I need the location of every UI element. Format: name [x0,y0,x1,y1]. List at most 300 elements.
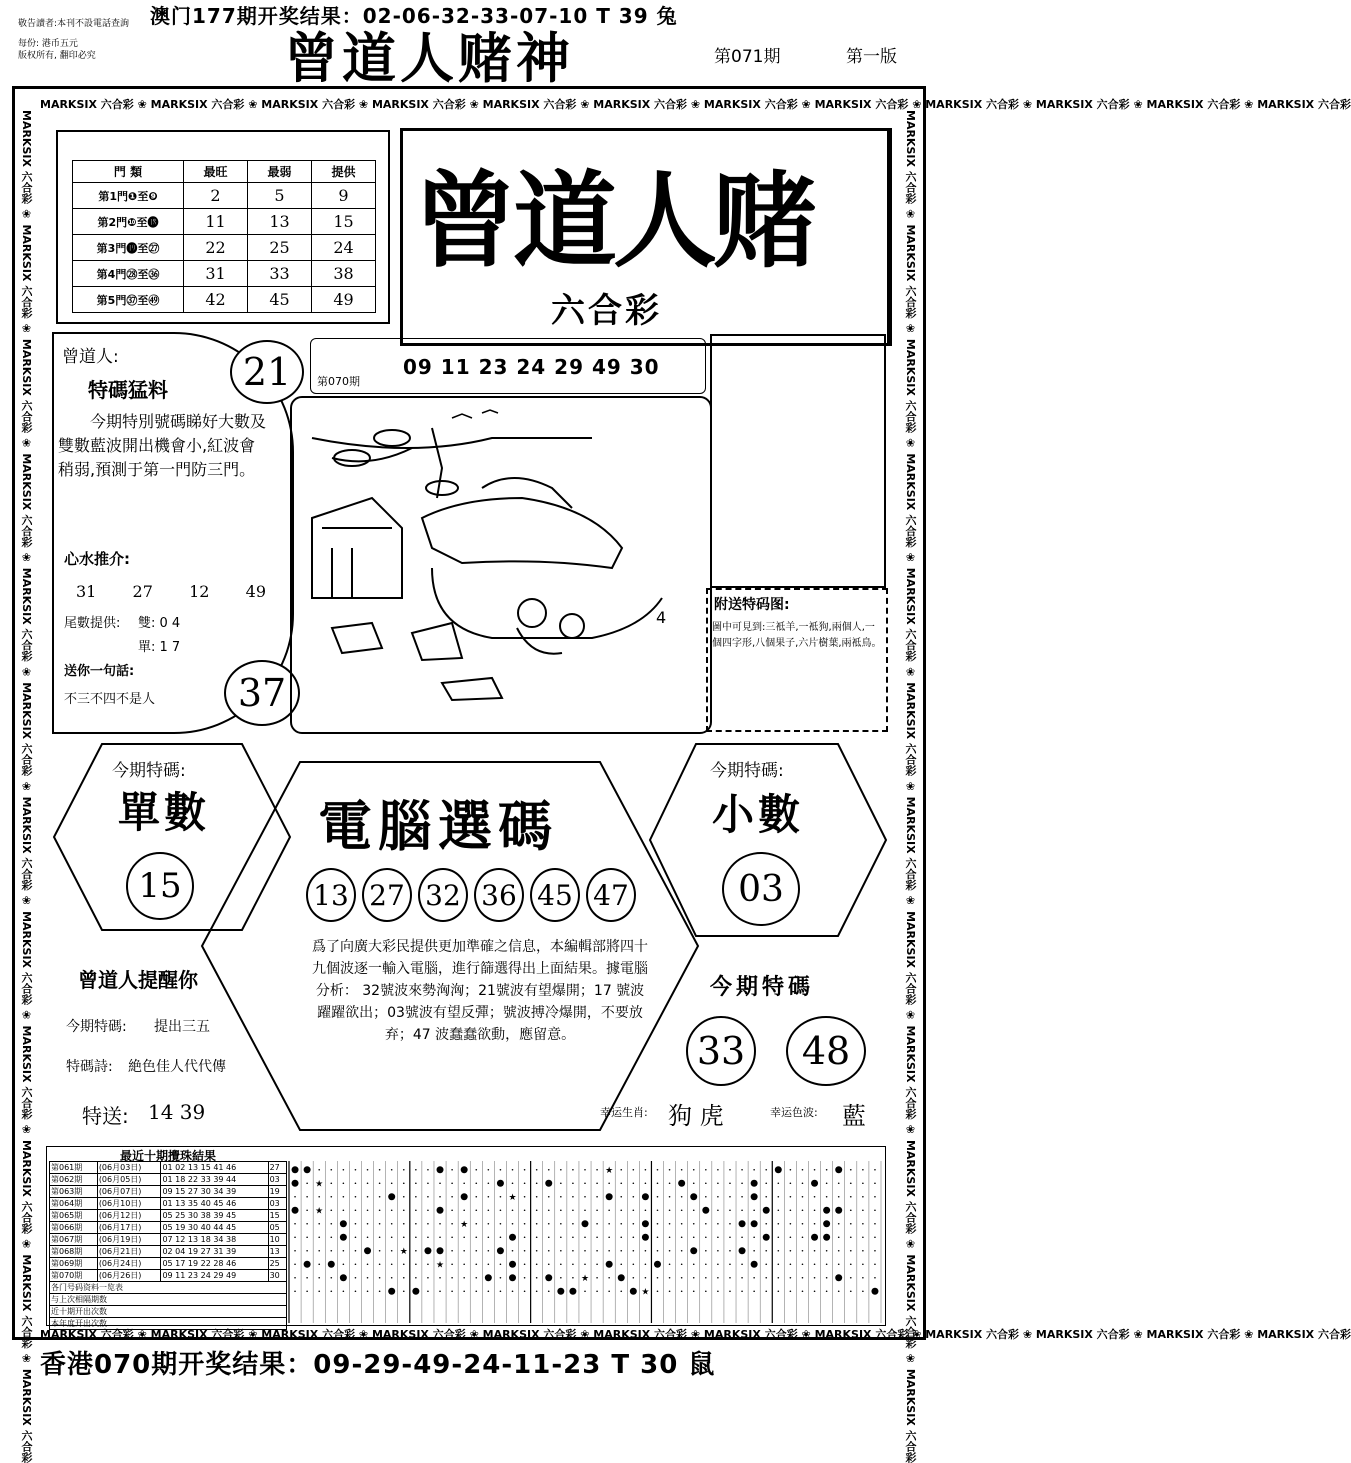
history-hit-mark [823,1207,830,1214]
remind-line2: 絶色佳人代代傳 [128,1059,226,1075]
history-empty-dot [548,1290,550,1292]
history-hit-mark [557,1288,564,1295]
history-empty-dot [814,1250,816,1252]
history-empty-dot [729,1263,731,1265]
history-empty-dot [850,1263,852,1265]
history-empty-dot [560,1209,562,1211]
history-empty-dot [681,1223,683,1225]
history-empty-dot [645,1263,647,1265]
history-empty-dot [802,1209,804,1211]
history-issue: 第062期 [50,1174,98,1186]
history-empty-dot [633,1250,635,1252]
door-min: 13 [248,209,312,235]
history-empty-dot [814,1196,816,1198]
history-hit-mark [569,1288,576,1295]
history-empty-dot [306,1209,308,1211]
history-empty-dot [343,1182,345,1184]
history-empty-dot [838,1250,840,1252]
history-empty-dot [705,1250,707,1252]
history-empty-dot [838,1182,840,1184]
history-empty-dot [669,1182,671,1184]
big-title: 曾道人赌 [413,159,814,282]
table-row [73,183,376,209]
history-empty-dot [729,1169,731,1171]
history-empty-dot [475,1250,477,1252]
history-numbers: 01 02 13 15 41 46 [161,1162,268,1174]
history-hit-mark [823,1220,830,1227]
history-empty-dot [826,1196,828,1198]
history-special-mark: ★ [580,1273,590,1284]
history-empty-dot [814,1169,816,1171]
history-hit-mark [509,1234,516,1241]
history-empty-dot [294,1250,296,1252]
history-empty-dot [415,1250,417,1252]
notice-box [18,18,178,78]
history-title: 最近十期攪珠結果 [119,1149,216,1163]
history-empty-dot [850,1236,852,1238]
history-empty-dot [524,1169,526,1171]
door-offer: 9 [312,183,376,209]
computer-num: 47 [586,868,636,922]
history-empty-dot [488,1236,490,1238]
history-empty-dot [633,1277,635,1279]
history-numbers: 01 13 35 40 45 46 [161,1198,268,1210]
hex-left-number: 15 [126,852,194,920]
history-special-mark: ★ [460,1219,469,1230]
door-max: 11 [184,209,248,235]
history-empty-dot [548,1209,550,1211]
author-label: 曾道人: [62,347,119,367]
history-empty-dot [790,1169,792,1171]
history-date: (06月26日) [97,1270,161,1282]
heart-title: 心水推介: [64,550,130,568]
history-empty-dot [729,1209,731,1211]
attach-title: 附送特码图: [714,597,790,613]
history-empty-dot [403,1290,405,1292]
door-label: 第3門⓳至㉗ [73,235,184,261]
history-empty-dot [488,1290,490,1292]
history-empty-dot [379,1209,381,1211]
history-special: 30 [268,1270,286,1282]
history-special-mark: ★ [435,1260,445,1271]
history-empty-dot [790,1196,792,1198]
history-empty-dot [657,1196,659,1198]
computer-text: 爲了向廣大彩民提供更加準確之信息，本編輯部將四十九個波逐一輸入電腦，進行篩選得出上面結果。據電腦分析： 32號波來勢洶洶；21號波有望爆開；17 號波躍躍欲出；03號波有望反彈；號波搏冷爆開，不要放弃；47 波蠢蠢欲動，應留意。 [312,939,648,1043]
history-empty-dot [367,1182,369,1184]
history-empty-dot [778,1290,780,1292]
history-empty-dot [802,1223,804,1225]
history-empty-dot [500,1277,502,1279]
history-empty-dot [753,1290,755,1292]
history-empty-dot [367,1209,369,1211]
history-hit-mark [751,1180,758,1187]
history-empty-dot [826,1277,828,1279]
history-empty-dot [838,1290,840,1292]
history-empty-dot [765,1290,767,1292]
history-empty-dot [814,1223,816,1225]
history-special-mark: ★ [508,1192,517,1203]
history-hit-mark [497,1180,504,1187]
history-empty-dot [391,1236,393,1238]
history-hit-mark [292,1180,299,1187]
history-empty-dot [657,1250,659,1252]
history-empty-dot [705,1182,707,1184]
history-empty-dot [717,1182,719,1184]
history-empty-dot [608,1223,610,1225]
history-empty-dot [572,1196,574,1198]
history-empty-dot [379,1223,381,1225]
history-empty-dot [330,1277,332,1279]
history-hit-mark [340,1274,347,1281]
history-empty-dot [681,1277,683,1279]
history-empty-dot [596,1182,598,1184]
history-date: (06月19日) [97,1234,161,1246]
history-hit-mark [690,1193,697,1200]
history-empty-dot [620,1223,622,1225]
history-empty-dot [330,1169,332,1171]
history-empty-dot [330,1236,332,1238]
history-empty-dot [355,1250,357,1252]
history-special: 19 [268,1186,286,1198]
history-empty-dot [488,1263,490,1265]
brand-strip-left [18,110,34,1463]
history-empty-dot [645,1250,647,1252]
history-empty-dot [729,1277,731,1279]
history-left [49,1147,287,1330]
history-empty-dot [463,1263,465,1265]
history-empty-dot [318,1290,320,1292]
history-empty-dot [330,1250,332,1252]
history-empty-dot [693,1209,695,1211]
history-empty-dot [536,1277,538,1279]
history-empty-dot [475,1182,477,1184]
history-empty-dot [548,1236,550,1238]
last-issue-label: 第070期 [317,375,360,388]
computer-title: 電腦選碼 [318,794,558,858]
history-empty-dot [403,1277,405,1279]
history-empty-dot [874,1182,876,1184]
history-empty-dot [463,1250,465,1252]
history-empty-dot [403,1182,405,1184]
history-empty-dot [403,1209,405,1211]
history-empty-dot [572,1169,574,1171]
door-max: 22 [184,235,248,261]
history-empty-dot [391,1169,393,1171]
door-min: 45 [248,287,312,313]
table-row [50,1222,287,1234]
history-empty-dot [463,1209,465,1211]
history-empty-dot [572,1277,574,1279]
computer-num: 32 [418,868,468,922]
history-empty-dot [850,1290,852,1292]
history-empty-dot [451,1182,453,1184]
issue-number: 第071期 [714,47,781,67]
computer-numbers [306,868,636,922]
history-hit-mark [304,1166,311,1173]
history-empty-dot [500,1236,502,1238]
computer-num: 13 [306,868,356,922]
history-empty-dot [645,1209,647,1211]
history-empty-dot [669,1290,671,1292]
history-empty-dot [355,1263,357,1265]
history-hit-mark [678,1180,685,1187]
door-header-type: 門 類 [73,161,184,183]
history-empty-dot [355,1182,357,1184]
history-hit-mark [739,1247,746,1254]
history-numbers: 01 18 22 33 39 44 [161,1174,268,1186]
history-empty-dot [524,1196,526,1198]
history-empty-dot [850,1169,852,1171]
history-empty-dot [669,1250,671,1252]
history-empty-dot [391,1263,393,1265]
history-empty-dot [608,1182,610,1184]
history-empty-dot [669,1277,671,1279]
notice-line-1: 敬告讀者:本刊不設電話查詢 [18,19,130,29]
tail-label: 尾數提供: [64,616,121,631]
history-empty-dot [790,1263,792,1265]
history-empty-dot [500,1263,502,1265]
history-empty-dot [560,1250,562,1252]
saying-label: 送你一句話: [64,664,135,679]
history-empty-dot [572,1236,574,1238]
history-empty-dot [306,1290,308,1292]
history-empty-dot [778,1182,780,1184]
history-empty-dot [596,1250,598,1252]
history-hit-mark [763,1207,770,1214]
history-empty-dot [741,1182,743,1184]
history-empty-dot [475,1169,477,1171]
history-hit-mark [871,1288,878,1295]
history-empty-dot [620,1263,622,1265]
history-empty-dot [717,1263,719,1265]
history-empty-dot [584,1209,586,1211]
history-hit-mark [424,1247,431,1254]
history-empty-dot [681,1196,683,1198]
history-empty-dot [306,1277,308,1279]
history-empty-dot [463,1277,465,1279]
history-hit-mark [775,1166,782,1173]
computer-num: 45 [530,868,580,922]
history-empty-dot [536,1223,538,1225]
history-empty-dot [681,1263,683,1265]
history-empty-dot [693,1263,695,1265]
history-empty-dot [415,1182,417,1184]
history-empty-dot [572,1182,574,1184]
history-empty-dot [778,1236,780,1238]
history-empty-dot [379,1263,381,1265]
history-empty-dot [415,1196,417,1198]
door-offer: 24 [312,235,376,261]
history-empty-dot [488,1209,490,1211]
history-empty-dot [717,1169,719,1171]
history-empty-dot [765,1169,767,1171]
history-empty-dot [705,1169,707,1171]
history-hit-mark [835,1166,842,1173]
history-empty-dot [862,1182,864,1184]
hex-right-word: 小數 [712,790,805,839]
door-label: 第1門❶至❾ [73,183,184,209]
history-empty-dot [717,1223,719,1225]
history-empty-dot [596,1290,598,1292]
history-special-mark: ★ [315,1179,324,1190]
history-special: 03 [268,1198,286,1210]
history-numbers: 05 17 19 22 28 46 [161,1258,268,1270]
last-issue-box [310,338,706,394]
history-empty-dot [669,1169,671,1171]
history-empty-dot [512,1223,514,1225]
brand-strip-text: MARKSIX 六合彩 ❀ MARKSIX 六合彩 ❀ MARKSIX 六合彩 ❀ MARKSIX 六合彩 ❀ MARKSIX 六合彩 ❀ MARKSIX 六合彩 ❀ MARKSIX 六合彩 ❀ MARKSIX 六合彩 ❀ MARKSIX 六合彩 ❀ MARKSIX 六合彩 ❀ MARKSIX 六合彩 ❀ MARKSIX 六合彩 [40,1328,1351,1341]
history-hit-mark [545,1180,552,1187]
door-label: 第2門❿至⓲ [73,209,184,235]
history-numbers: 09 11 23 24 29 49 [161,1270,268,1282]
history-numbers: 05 25 30 38 39 45 [161,1210,268,1222]
history-hit-mark [654,1261,661,1268]
color-label: 幸运色波: [770,1106,818,1119]
door-header-min: 最弱 [248,161,312,183]
history-empty-dot [862,1169,864,1171]
history-empty-dot [765,1250,767,1252]
circle-number-bottom: 37 [224,660,300,726]
history-hit-mark [485,1274,492,1281]
history-empty-dot [765,1263,767,1265]
history-empty-dot [488,1169,490,1171]
history-empty-dot [318,1263,320,1265]
history-empty-dot [596,1236,598,1238]
history-issue: 第069期 [50,1258,98,1270]
history-empty-dot [403,1263,405,1265]
history-empty-dot [741,1263,743,1265]
brand-strip-text: MARKSIX 六合彩 ❀ MARKSIX 六合彩 ❀ MARKSIX 六合彩 ❀ MARKSIX 六合彩 ❀ MARKSIX 六合彩 ❀ MARKSIX 六合彩 ❀ MARKSIX 六合彩 ❀ MARKSIX 六合彩 ❀ MARKSIX 六合彩 ❀ MARKSIX 六合彩 ❀ MARKSIX 六合彩 ❀ MARKSIX 六合彩 [904,110,917,1463]
history-empty-dot [463,1182,465,1184]
history-empty-dot [669,1263,671,1265]
bottom-banner: 香港070期开奖结果：09-29-49-24-11-23 T 30 鼠 [40,1350,716,1380]
history-hit-mark [739,1220,746,1227]
history-empty-dot [608,1236,610,1238]
door-table-header [73,161,376,183]
remind-line1-label: 今期特碼: [66,1019,127,1035]
history-empty-dot [693,1277,695,1279]
history-issue: 第068期 [50,1246,98,1258]
history-empty-dot [524,1182,526,1184]
history-hit-mark [412,1288,419,1295]
header [14,14,924,90]
history-empty-dot [874,1250,876,1252]
blank-box [710,334,886,588]
remind-line1: 提出三五 [154,1019,210,1035]
history-empty-dot [790,1223,792,1225]
history-table [49,1161,287,1330]
history-empty-dot [850,1250,852,1252]
history-empty-dot [778,1263,780,1265]
color-value: 藍 [842,1102,866,1130]
door-max: 42 [184,287,248,313]
history-empty-dot [536,1263,538,1265]
history-empty-dot [500,1196,502,1198]
history-date: (06月03日) [97,1162,161,1174]
heart-num: 49 [245,582,266,601]
history-hit-mark [461,1166,468,1173]
history-empty-dot [475,1263,477,1265]
history-empty-dot [367,1236,369,1238]
history-empty-dot [620,1182,622,1184]
history-empty-dot [427,1236,429,1238]
history-empty-dot [729,1290,731,1292]
history-empty-dot [560,1277,562,1279]
history-empty-dot [500,1290,502,1292]
history-hit-mark [497,1247,504,1254]
history-empty-dot [705,1263,707,1265]
history-empty-dot [512,1250,514,1252]
history-empty-dot [427,1223,429,1225]
history-empty-dot [790,1236,792,1238]
history-empty-dot [488,1250,490,1252]
history-empty-dot [488,1196,490,1198]
history-date: (06月07日) [97,1186,161,1198]
history-empty-dot [778,1223,780,1225]
history-empty-dot [802,1250,804,1252]
history-empty-dot [294,1263,296,1265]
history-issue: 第064期 [50,1198,98,1210]
remind-box [54,950,290,1140]
history-empty-dot [741,1236,743,1238]
history-empty-dot [403,1223,405,1225]
history-special: 27 [268,1162,286,1174]
history-hit-mark [751,1261,758,1268]
history-issue: 第065期 [50,1210,98,1222]
history-empty-dot [620,1196,622,1198]
history-empty-dot [367,1223,369,1225]
history-empty-dot [790,1277,792,1279]
history-empty-dot [596,1263,598,1265]
history-empty-dot [572,1263,574,1265]
history-empty-dot [379,1182,381,1184]
history-empty-dot [306,1196,308,1198]
history-empty-dot [391,1250,393,1252]
history-empty-dot [548,1223,550,1225]
history-empty-dot [391,1209,393,1211]
history-empty-dot [367,1290,369,1292]
history-empty-dot [681,1250,683,1252]
history-empty-dot [802,1236,804,1238]
history-hit-mark [509,1261,516,1268]
history-empty-dot [475,1223,477,1225]
history-footer-row [50,1306,287,1318]
history-empty-dot [524,1223,526,1225]
history-empty-dot [488,1223,490,1225]
history-empty-dot [862,1290,864,1292]
history-hit-mark [823,1234,830,1241]
history-empty-dot [802,1277,804,1279]
history-issue: 第067期 [50,1234,98,1246]
history-empty-dot [862,1263,864,1265]
door-min: 33 [248,261,312,287]
history-empty-dot [705,1223,707,1225]
history-empty-dot [862,1277,864,1279]
history-empty-dot [620,1209,622,1211]
door-header-max: 最旺 [184,161,248,183]
history-empty-dot [802,1196,804,1198]
history-empty-dot [584,1196,586,1198]
history-empty-dot [475,1236,477,1238]
history-empty-dot [729,1236,731,1238]
history-hit-mark [630,1288,637,1295]
history-empty-dot [802,1182,804,1184]
history-empty-dot [451,1223,453,1225]
history-empty-dot [415,1169,417,1171]
history-empty-dot [681,1290,683,1292]
history-special-mark: ★ [399,1246,408,1257]
history-empty-dot [500,1209,502,1211]
